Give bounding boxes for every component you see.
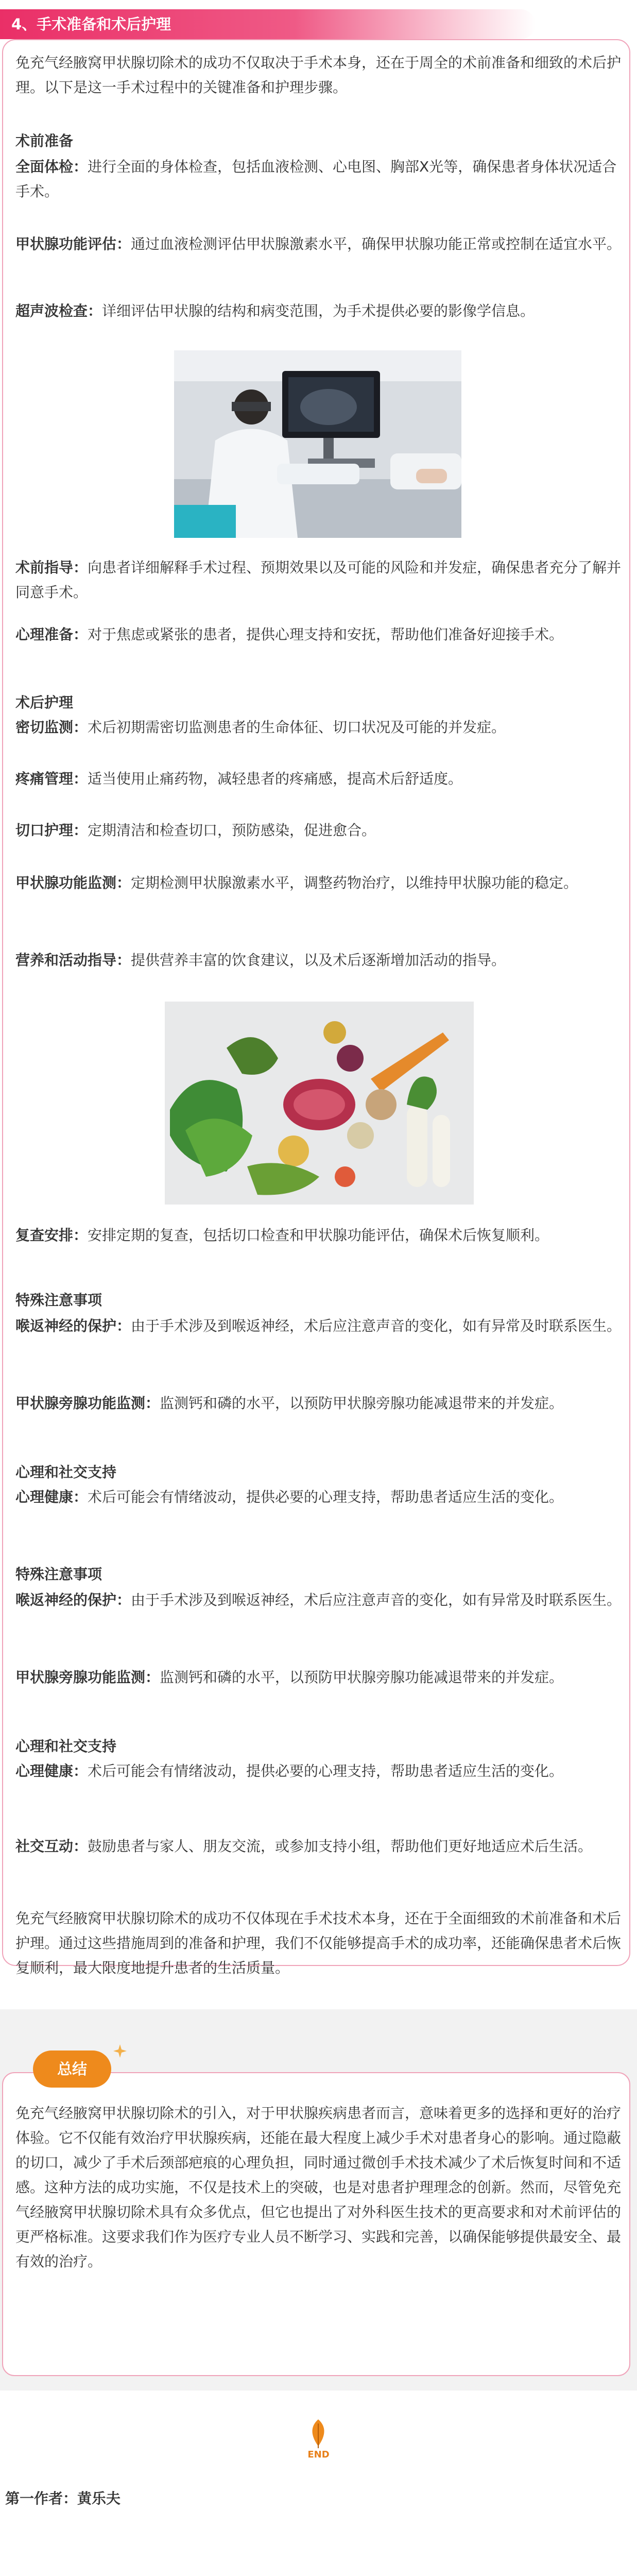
postop-nutrition-text: 提供营养丰富的饮食建议，以及术后逐渐增加活动的指导。	[131, 952, 506, 969]
preop-thyroid-label: 甲状腺功能评估：	[15, 235, 131, 252]
postop-thyroid-label: 甲状腺功能监测：	[15, 874, 131, 891]
preop-exam-text: 进行全面的身体检查，包括血液检测、心电图、胸部X光等，确保患者身体状况适合手术。	[15, 158, 617, 200]
postop-wound-label: 切口护理：	[15, 822, 88, 839]
preop-ultrasound-label: 超声波检查：	[15, 302, 102, 319]
special-parathyroid-label-1: 甲状腺旁腺功能监测：	[15, 1395, 160, 1412]
postop-pain-label: 疼痛管理：	[15, 770, 88, 787]
special-parathyroid-1	[15, 1391, 628, 1416]
support-health-text-2: 术后可能会有情绪波动，提供必要的心理支持，帮助患者适应生活的变化。	[88, 1762, 564, 1780]
postop-pain	[15, 767, 628, 791]
postop-monitor	[15, 715, 628, 740]
preop-ultrasound-text: 详细评估甲状腺的结构和病变范围，为手术提供必要的影像学信息。	[102, 302, 535, 319]
preop-psych	[15, 622, 628, 647]
postop-nutrition	[15, 948, 628, 973]
support-health-label-1: 心理健康：	[15, 1488, 88, 1505]
special-nerve-text-2: 由于手术涉及到喉返神经，术后应注意声音的变化，如有异常及时联系医生。	[131, 1591, 622, 1608]
special-heading-2: 特殊注意事项	[15, 1566, 102, 1583]
intro-paragraph: 免充气经腋窝甲状腺切除术的成功不仅取决于手术本身，还在于周全的术前准备和细致的术后护理。以下是这一手术过程中的关键准备和护理步骤。	[15, 54, 622, 96]
postop-wound-text: 定期清洁和检查切口，预防感染，促进愈合。	[88, 822, 376, 839]
author-portrait	[178, 2550, 459, 2576]
special-nerve-text-1: 由于手术涉及到喉返神经，术后应注意声音的变化，如有异常及时联系医生。	[131, 1317, 622, 1334]
support-health-label-2: 心理健康：	[15, 1762, 88, 1780]
postop-monitor-label: 密切监测：	[15, 719, 88, 736]
special-nerve-label-2: 喉返神经的保护：	[15, 1591, 131, 1608]
preop-psych-text: 对于焦虑或紧张的患者，提供心理支持和安抚，帮助他们准备好迎接手术。	[88, 626, 564, 643]
summary-badge: 总结	[33, 2050, 111, 2088]
special-nerve-label-1: 喉返神经的保护：	[15, 1317, 131, 1334]
preop-thyroid	[15, 232, 628, 257]
special-nerve-1	[15, 1314, 628, 1338]
support-heading-2: 心理和社交支持	[15, 1738, 117, 1755]
preop-guidance	[15, 555, 628, 605]
special-parathyroid-2	[15, 1665, 628, 1690]
postop-wound	[15, 818, 628, 843]
ultrasound-exam-photo	[174, 350, 461, 538]
closing-paragraph: 免充气经腋窝甲状腺切除术的成功不仅体现在手术技术本身，还在于全面细致的术前准备和术后护理。通过这些措施周到的准备和护理，我们不仅能够提高手术的成功率，还能确保患者术后恢复顺利，最大限度地提升患者的生活质量。	[15, 1910, 622, 1976]
end-label: END	[307, 2449, 330, 2460]
sparkle-icon	[113, 2044, 127, 2058]
postop-followup-text: 安排定期的复查，包括切口检查和甲状腺功能评估，确保术后恢复顺利。	[88, 1227, 549, 1244]
preop-guidance-text: 向患者详细解释手术过程、预期效果以及可能的风险和并发症，确保患者充分了解并同意手术。	[15, 559, 622, 601]
postop-followup	[15, 1223, 628, 1248]
summary-text: 免充气经腋窝甲状腺切除术的引入，对于甲状腺疾病患者而言，意味着更多的选择和更好的治疗体验。它不仅能有效治疗甲状腺疾病，还能在最大程度上减少手术对患者身心的影响。通过隐蔽的切口，减少了手术后颈部疤痕的心理负担，同时通过微创手术技术减少了术后恢复时间和不适感。这种方法的成功实施，不仅是技术上的突破，也是对患者护理理念的创新。然而，尽管免充气经腋窝甲状腺切除术具有众多优点，但它也提出了对外科医生技术的更高要求和对术前评估的更严格标准。这要求我们作为医疗专业人员不断学习、实践和完善，以确保能够提供最安全、最有效的治疗。	[15, 2105, 622, 2270]
special-heading-1: 特殊注意事项	[15, 1292, 102, 1309]
postop-pain-text: 适当使用止痛药物，减轻患者的疼痛感，提高术后舒适度。	[88, 770, 463, 787]
support-health-text-1: 术后可能会有情绪波动，提供必要的心理支持，帮助患者适应生活的变化。	[88, 1488, 564, 1505]
postop-thyroid-text: 定期检测甲状腺激素水平，调整药物治疗，以维持甲状腺功能的稳定。	[131, 874, 578, 891]
preop-thyroid-text: 通过血液检测评估甲状腺激素水平，确保甲状腺功能正常或控制在适宜水平。	[131, 235, 622, 252]
healthy-food-photo	[165, 1002, 474, 1205]
support-health-2	[15, 1759, 628, 1784]
support-social-text: 鼓励患者与家人、朋友交流，或参加支持小组，帮助他们更好地适应术后生活。	[88, 1838, 593, 1855]
postop-nutrition-label: 营养和活动指导：	[15, 952, 131, 969]
support-health-1	[15, 1485, 628, 1510]
preop-guidance-label: 术前指导：	[15, 559, 88, 576]
postop-thyroid	[15, 871, 628, 895]
special-nerve-2	[15, 1588, 628, 1613]
support-social-label: 社交互动：	[15, 1838, 88, 1855]
support-heading-1: 心理和社交支持	[15, 1464, 117, 1481]
preop-exam	[15, 155, 628, 204]
support-social	[15, 1834, 628, 1859]
special-parathyroid-label-2: 甲状腺旁腺功能监测：	[15, 1669, 160, 1686]
postop-monitor-text: 术后初期需密切监测患者的生命体征、切口状况及可能的并发症。	[88, 719, 506, 736]
author-label: 第一作者：黄乐夫	[5, 2490, 121, 2507]
section-title: 4、手术准备和术后护理	[11, 15, 171, 33]
section-header	[0, 9, 536, 39]
end-leaf-icon	[304, 2418, 332, 2449]
preop-psych-label: 心理准备：	[15, 626, 88, 643]
preop-exam-label: 全面体检：	[15, 158, 88, 175]
special-parathyroid-text-2: 监测钙和磷的水平，以预防甲状腺旁腺功能减退带来的并发症。	[160, 1669, 564, 1686]
postop-heading: 术后护理	[15, 694, 74, 711]
postop-followup-label: 复查安排：	[15, 1227, 88, 1244]
special-parathyroid-text-1: 监测钙和磷的水平，以预防甲状腺旁腺功能减退带来的并发症。	[160, 1395, 564, 1412]
preop-heading: 术前准备	[15, 132, 74, 149]
preop-ultrasound	[15, 299, 628, 324]
